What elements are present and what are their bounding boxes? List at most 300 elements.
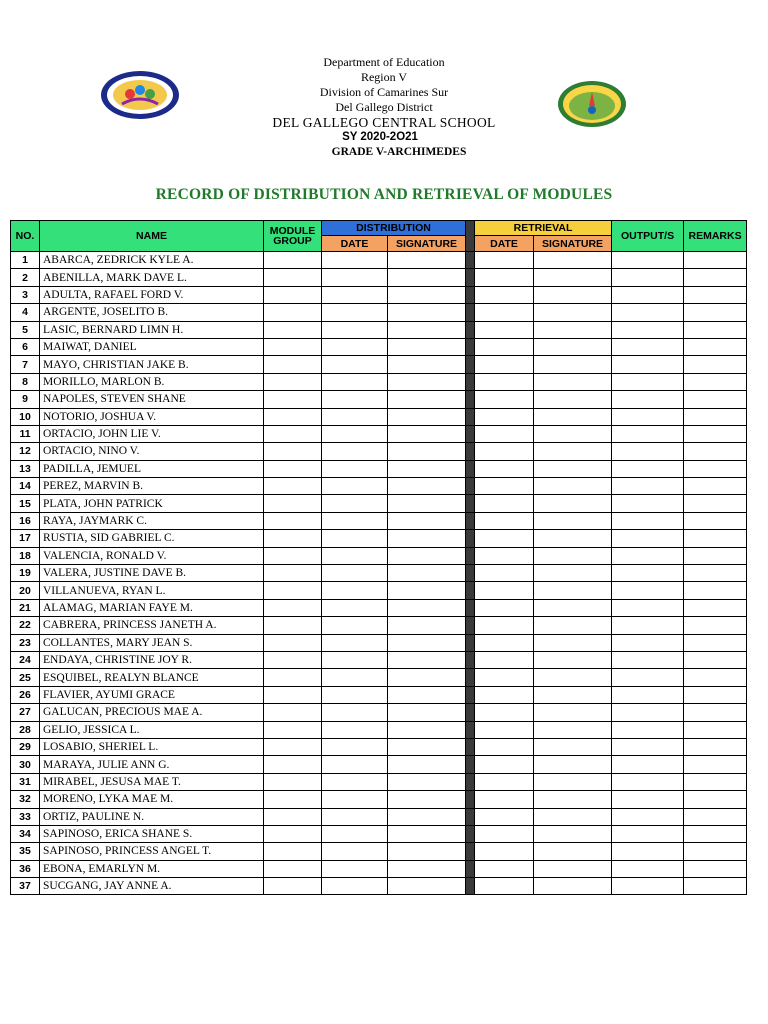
row-number: 15 <box>11 495 40 512</box>
retrieval-signature-cell <box>534 512 612 529</box>
outputs-cell <box>612 512 684 529</box>
retrieval-signature-cell <box>534 843 612 860</box>
divider-cell <box>466 843 475 860</box>
student-name: CABRERA, PRINCESS JANETH A. <box>40 617 264 634</box>
table-row <box>11 512 747 529</box>
retrieval-date-cell <box>475 304 534 321</box>
table-row <box>11 269 747 286</box>
module-record-table <box>10 220 747 895</box>
row-number: 7 <box>11 356 40 373</box>
distribution-signature-cell <box>388 843 466 860</box>
row-number: 32 <box>11 791 40 808</box>
outputs-cell <box>612 704 684 721</box>
distribution-date-cell <box>322 669 388 686</box>
student-name: VILLANUEVA, RYAN L. <box>40 582 264 599</box>
distribution-signature-cell <box>388 756 466 773</box>
distribution-signature-cell <box>388 530 466 547</box>
remarks-cell <box>684 547 747 564</box>
table-row <box>11 495 747 512</box>
table-row <box>11 825 747 842</box>
student-name: LOSABIO, SHERIEL L. <box>40 738 264 755</box>
remarks-cell <box>684 825 747 842</box>
remarks-cell <box>684 617 747 634</box>
distribution-date-cell <box>322 391 388 408</box>
table-row <box>11 878 747 895</box>
distribution-date-cell <box>322 547 388 564</box>
outputs-cell <box>612 425 684 442</box>
table-row <box>11 599 747 616</box>
divider-cell <box>466 756 475 773</box>
retrieval-date-cell <box>475 651 534 668</box>
table-row <box>11 356 747 373</box>
distribution-date-cell <box>322 269 388 286</box>
distribution-date-cell <box>322 373 388 390</box>
retrieval-signature-cell <box>534 878 612 895</box>
retrieval-signature-cell <box>534 478 612 495</box>
module-group-cell <box>264 808 322 825</box>
module-group-cell <box>264 669 322 686</box>
module-group-cell <box>264 843 322 860</box>
retrieval-signature-cell <box>534 391 612 408</box>
remarks-cell <box>684 391 747 408</box>
divider-cell <box>466 425 475 442</box>
row-number: 31 <box>11 773 40 790</box>
table-row <box>11 721 747 738</box>
outputs-cell <box>612 843 684 860</box>
retrieval-signature-cell <box>534 425 612 442</box>
remarks-cell <box>684 878 747 895</box>
remarks-cell <box>684 286 747 303</box>
distribution-date-cell <box>322 808 388 825</box>
retrieval-signature-cell <box>534 286 612 303</box>
row-number: 13 <box>11 460 40 477</box>
divider-cell <box>466 721 475 738</box>
table-row <box>11 738 747 755</box>
row-number: 37 <box>11 878 40 895</box>
row-number: 8 <box>11 373 40 390</box>
row-number: 10 <box>11 408 40 425</box>
retrieval-date-cell <box>475 425 534 442</box>
distribution-date-cell <box>322 651 388 668</box>
retrieval-date-cell <box>475 704 534 721</box>
module-group-cell <box>264 356 322 373</box>
table-row <box>11 634 747 651</box>
table-row <box>11 286 747 303</box>
module-group-cell <box>264 617 322 634</box>
divider-cell <box>466 547 475 564</box>
retrieval-date-cell <box>475 391 534 408</box>
divider-cell <box>466 373 475 390</box>
divider-column <box>466 221 475 252</box>
row-number: 2 <box>11 269 40 286</box>
retrieval-signature-cell <box>534 530 612 547</box>
outputs-cell <box>612 286 684 303</box>
retrieval-date-cell <box>475 756 534 773</box>
distribution-signature-cell <box>388 773 466 790</box>
retrieval-signature-cell <box>534 443 612 460</box>
distribution-date-cell <box>322 825 388 842</box>
student-name: FLAVIER, AYUMI GRACE <box>40 686 264 703</box>
divider-cell <box>466 565 475 582</box>
row-number: 28 <box>11 721 40 738</box>
distribution-signature-cell <box>388 338 466 355</box>
student-name: MARAYA, JULIE ANN G. <box>40 756 264 773</box>
retrieval-signature-cell <box>534 252 612 269</box>
divider-cell <box>466 582 475 599</box>
outputs-cell <box>612 738 684 755</box>
module-group-cell <box>264 634 322 651</box>
table-row <box>11 460 747 477</box>
divider-cell <box>466 878 475 895</box>
retrieval-signature-cell <box>534 408 612 425</box>
remarks-cell <box>684 843 747 860</box>
module-group-cell <box>264 512 322 529</box>
outputs-cell <box>612 634 684 651</box>
distribution-signature-cell <box>388 460 466 477</box>
distribution-signature-cell <box>388 495 466 512</box>
divider-cell <box>466 338 475 355</box>
distribution-signature-cell <box>388 565 466 582</box>
retrieval-signature-cell <box>534 721 612 738</box>
student-name: ADULTA, RAFAEL FORD V. <box>40 286 264 303</box>
row-number: 22 <box>11 617 40 634</box>
distribution-date-cell <box>322 565 388 582</box>
outputs-cell <box>612 808 684 825</box>
retrieval-date-cell <box>475 530 534 547</box>
distribution-date-cell <box>322 512 388 529</box>
outputs-cell <box>612 269 684 286</box>
distribution-date-cell <box>322 425 388 442</box>
retrieval-signature-cell <box>534 599 612 616</box>
module-group-cell <box>264 878 322 895</box>
retrieval-date-cell <box>475 478 534 495</box>
district-line: Del Gallego District <box>335 100 433 114</box>
distribution-signature-cell <box>388 651 466 668</box>
distribution-date-cell <box>322 721 388 738</box>
table-row <box>11 547 747 564</box>
divider-cell <box>466 738 475 755</box>
remarks-cell <box>684 460 747 477</box>
remarks-cell <box>684 269 747 286</box>
row-number: 19 <box>11 565 40 582</box>
student-name: LASIC, BERNARD LIMN H. <box>40 321 264 338</box>
row-number: 20 <box>11 582 40 599</box>
outputs-cell <box>612 686 684 703</box>
module-group-cell <box>264 825 322 842</box>
col-module-group-header: MODULE GROUP <box>264 221 322 252</box>
distribution-date-cell <box>322 252 388 269</box>
student-name: RUSTIA, SID GABRIEL C. <box>40 530 264 547</box>
remarks-cell <box>684 773 747 790</box>
module-group-cell <box>264 686 322 703</box>
divider-cell <box>466 530 475 547</box>
table-row <box>11 686 747 703</box>
distribution-date-cell <box>322 634 388 651</box>
outputs-cell <box>612 721 684 738</box>
divider-cell <box>466 495 475 512</box>
remarks-cell <box>684 321 747 338</box>
distribution-signature-cell <box>388 512 466 529</box>
distribution-date-cell <box>322 408 388 425</box>
student-name: ORTACIO, NINO V. <box>40 443 264 460</box>
retrieval-signature-cell <box>534 756 612 773</box>
module-group-cell <box>264 252 322 269</box>
remarks-cell <box>684 425 747 442</box>
divider-cell <box>466 686 475 703</box>
distribution-signature-cell <box>388 634 466 651</box>
outputs-cell <box>612 443 684 460</box>
distribution-date-cell <box>322 495 388 512</box>
student-name: SAPINOSO, PRINCESS ANGEL T. <box>40 843 264 860</box>
divider-cell <box>466 321 475 338</box>
module-group-cell <box>264 286 322 303</box>
distribution-signature-cell <box>388 391 466 408</box>
outputs-cell <box>612 391 684 408</box>
row-number: 1 <box>11 252 40 269</box>
row-number: 24 <box>11 651 40 668</box>
divider-cell <box>466 286 475 303</box>
school-name: DEL GALLEGO CENTRAL SCHOOL <box>272 115 496 130</box>
module-group-cell <box>264 269 322 286</box>
module-group-cell <box>264 478 322 495</box>
distribution-signature-cell <box>388 617 466 634</box>
table-row <box>11 304 747 321</box>
table-row <box>11 860 747 877</box>
student-name: EBONA, EMARLYN M. <box>40 860 264 877</box>
outputs-cell <box>612 599 684 616</box>
retrieval-date-cell <box>475 773 534 790</box>
distribution-signature-cell <box>388 686 466 703</box>
retrieval-signature-cell <box>534 582 612 599</box>
distribution-signature-cell <box>388 478 466 495</box>
retrieval-signature-cell <box>534 808 612 825</box>
student-name: MIRABEL, JESUSA MAE T. <box>40 773 264 790</box>
distribution-date-cell <box>322 530 388 547</box>
distribution-signature-cell <box>388 808 466 825</box>
outputs-cell <box>612 669 684 686</box>
module-group-cell <box>264 547 322 564</box>
divider-cell <box>466 408 475 425</box>
retrieval-date-cell <box>475 617 534 634</box>
retrieval-signature-cell <box>534 669 612 686</box>
distribution-signature-cell <box>388 373 466 390</box>
module-group-cell <box>264 599 322 616</box>
student-name: GALUCAN, PRECIOUS MAE A. <box>40 704 264 721</box>
row-number: 17 <box>11 530 40 547</box>
module-group-cell <box>264 443 322 460</box>
retrieval-date-cell <box>475 686 534 703</box>
outputs-cell <box>612 408 684 425</box>
table-row <box>11 391 747 408</box>
retrieval-signature-cell <box>534 773 612 790</box>
divider-cell <box>466 460 475 477</box>
divider-cell <box>466 860 475 877</box>
table-row <box>11 338 747 355</box>
col-no-header: NO. <box>11 221 40 252</box>
remarks-cell <box>684 252 747 269</box>
retrieval-date-cell <box>475 634 534 651</box>
retrieval-date-cell <box>475 721 534 738</box>
outputs-cell <box>612 338 684 355</box>
outputs-cell <box>612 860 684 877</box>
distribution-signature-cell <box>388 704 466 721</box>
remarks-cell <box>684 634 747 651</box>
divider-cell <box>466 773 475 790</box>
outputs-cell <box>612 478 684 495</box>
retrieval-date-cell <box>475 860 534 877</box>
divider-cell <box>466 512 475 529</box>
retrieval-date-cell <box>475 495 534 512</box>
remarks-cell <box>684 860 747 877</box>
distribution-date-cell <box>322 773 388 790</box>
distribution-date-cell <box>322 443 388 460</box>
distribution-date-cell <box>322 738 388 755</box>
student-name: PLATA, JOHN PATRICK <box>40 495 264 512</box>
table-row <box>11 773 747 790</box>
remarks-cell <box>684 408 747 425</box>
table-row <box>11 843 747 860</box>
student-name: ENDAYA, CHRISTINE JOY R. <box>40 651 264 668</box>
retrieval-date-cell <box>475 443 534 460</box>
student-name: RAYA, JAYMARK C. <box>40 512 264 529</box>
remarks-cell <box>684 721 747 738</box>
row-number: 35 <box>11 843 40 860</box>
divider-cell <box>466 669 475 686</box>
distribution-date-cell <box>322 582 388 599</box>
outputs-cell <box>612 460 684 477</box>
table-row <box>11 582 747 599</box>
grade-section: GRADE V-ARCHIMEDES <box>331 146 467 158</box>
remarks-cell <box>684 338 747 355</box>
outputs-cell <box>612 373 684 390</box>
outputs-cell <box>612 878 684 895</box>
module-group-cell <box>264 408 322 425</box>
remarks-cell <box>684 356 747 373</box>
retrieval-date-cell <box>475 878 534 895</box>
retrieval-date-cell <box>475 408 534 425</box>
distribution-signature-cell <box>388 791 466 808</box>
distribution-date-cell <box>322 843 388 860</box>
module-group-cell <box>264 791 322 808</box>
retrieval-signature-cell <box>534 634 612 651</box>
module-group-cell <box>264 773 322 790</box>
student-name: ARGENTE, JOSELITO B. <box>40 304 264 321</box>
document-title: RECORD OF DISTRIBUTION AND RETRIEVAL OF MODULES <box>155 186 613 203</box>
remarks-cell <box>684 686 747 703</box>
student-name: MAYO, CHRISTIAN JAKE B. <box>40 356 264 373</box>
divider-cell <box>466 617 475 634</box>
student-name: MORENO, LYKA MAE M. <box>40 791 264 808</box>
remarks-cell <box>684 530 747 547</box>
retrieval-date-cell <box>475 547 534 564</box>
divider-cell <box>466 599 475 616</box>
module-group-cell <box>264 756 322 773</box>
outputs-cell <box>612 495 684 512</box>
module-group-cell <box>264 425 322 442</box>
table-row <box>11 530 747 547</box>
remarks-cell <box>684 704 747 721</box>
row-number: 18 <box>11 547 40 564</box>
divider-cell <box>466 704 475 721</box>
distribution-date-cell <box>322 704 388 721</box>
distribution-signature-cell <box>388 582 466 599</box>
outputs-cell <box>612 530 684 547</box>
distribution-signature-header: SIGNATURE <box>388 236 466 252</box>
distribution-date-cell <box>322 617 388 634</box>
distribution-signature-cell <box>388 443 466 460</box>
outputs-cell <box>612 825 684 842</box>
distribution-date-cell <box>322 686 388 703</box>
outputs-cell <box>612 565 684 582</box>
outputs-cell <box>612 252 684 269</box>
retrieval-date-cell <box>475 582 534 599</box>
row-number: 12 <box>11 443 40 460</box>
remarks-cell <box>684 738 747 755</box>
retrieval-date-cell <box>475 512 534 529</box>
retrieval-date-cell <box>475 269 534 286</box>
outputs-cell <box>612 756 684 773</box>
distribution-signature-cell <box>388 721 466 738</box>
divider-cell <box>466 808 475 825</box>
row-number: 30 <box>11 756 40 773</box>
distribution-date-cell <box>322 756 388 773</box>
row-number: 6 <box>11 338 40 355</box>
col-outputs-header: OUTPUT/S <box>612 221 684 252</box>
student-name: GELIO, JESSICA L. <box>40 721 264 738</box>
outputs-cell <box>612 356 684 373</box>
retrieval-signature-cell <box>534 738 612 755</box>
distribution-date-cell <box>322 304 388 321</box>
student-name: COLLANTES, MARY JEAN S. <box>40 634 264 651</box>
school-year: SY 2020-2O21 <box>342 131 418 143</box>
distribution-signature-cell <box>388 669 466 686</box>
student-name: PEREZ, MARVIN B. <box>40 478 264 495</box>
remarks-cell <box>684 791 747 808</box>
table-row <box>11 704 747 721</box>
module-group-cell <box>264 304 322 321</box>
table-row <box>11 443 747 460</box>
outputs-cell <box>612 651 684 668</box>
divider-cell <box>466 252 475 269</box>
student-name: SAPINOSO, ERICA SHANE S. <box>40 825 264 842</box>
divider-cell <box>466 478 475 495</box>
row-number: 29 <box>11 738 40 755</box>
retrieval-signature-cell <box>534 460 612 477</box>
remarks-cell <box>684 373 747 390</box>
col-name-header: NAME <box>40 221 264 252</box>
module-group-cell <box>264 495 322 512</box>
outputs-cell <box>612 791 684 808</box>
table-row <box>11 478 747 495</box>
row-number: 4 <box>11 304 40 321</box>
distribution-signature-cell <box>388 252 466 269</box>
row-number: 21 <box>11 599 40 616</box>
remarks-cell <box>684 443 747 460</box>
student-name: ORTACIO, JOHN LIE V. <box>40 425 264 442</box>
distribution-signature-cell <box>388 408 466 425</box>
divider-cell <box>466 825 475 842</box>
student-name: PADILLA, JEMUEL <box>40 460 264 477</box>
module-group-cell <box>264 321 322 338</box>
remarks-cell <box>684 808 747 825</box>
row-number: 14 <box>11 478 40 495</box>
module-group-cell <box>264 704 322 721</box>
retrieval-date-cell <box>475 669 534 686</box>
retrieval-signature-cell <box>534 356 612 373</box>
retrieval-date-cell <box>475 338 534 355</box>
module-group-cell <box>264 460 322 477</box>
table-row <box>11 617 747 634</box>
